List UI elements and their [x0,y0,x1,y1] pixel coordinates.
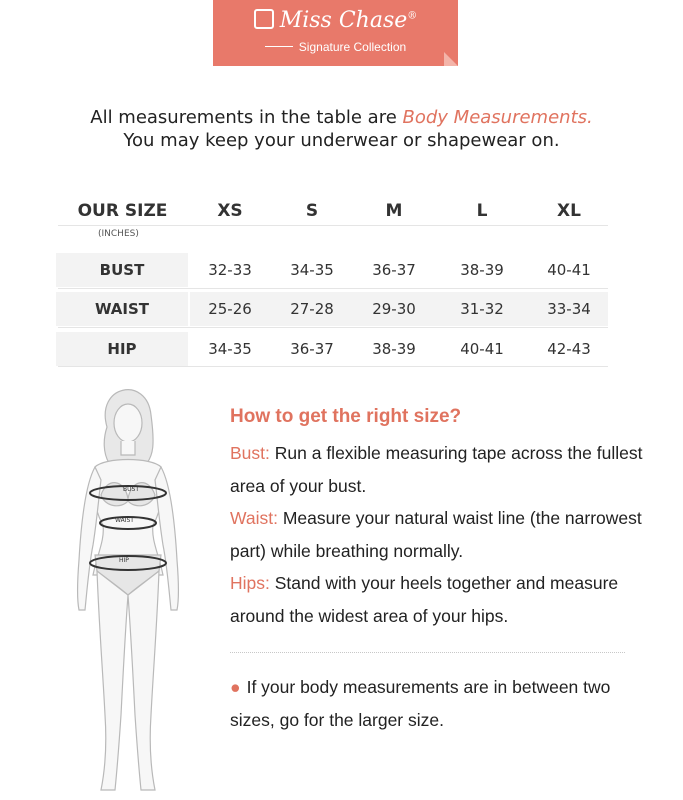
waist-m: 29-30 [372,300,416,318]
intro-line-1 [0,106,683,129]
row-divider [58,327,608,328]
hip-s: 36-37 [290,340,334,358]
table-row-bust [56,253,608,287]
bust-figure-label: BUST [123,486,139,493]
size-l-header: L [476,201,488,221]
intro-line-2: You may keep your underwear or shapewear on. [123,130,560,151]
waist-instruction [230,502,650,567]
waist-l: 31-32 [460,300,504,318]
size-s-header: S [305,201,319,221]
size-tip [230,671,630,736]
bust-xl: 40-41 [547,261,591,279]
waist-xl: 33-34 [547,300,591,318]
header-divider [58,225,608,226]
page-fold-corner [444,52,458,66]
bust-l: 38-39 [460,261,504,279]
unit-note: (INCHES) [98,229,139,239]
bullet-icon: ● [230,677,241,697]
waist-text: Measure your natural waist line (the narrowest part) while breathing normally. [230,508,642,561]
bust-text: Run a flexible measuring tape across the fullest area of your bust. [230,443,643,496]
table-row-hip [56,332,608,366]
brand-subtitle [213,40,458,54]
intro-prefix: All measurements in the table are [90,107,403,128]
bust-s: 34-35 [290,261,334,279]
intro-highlight: Body Measurements. [402,107,593,128]
guide-title: How to get the right size? [230,406,462,427]
waist-xs: 25-26 [208,300,252,318]
brand-logo [213,8,458,33]
bust-key: Bust: [230,443,270,463]
brand-badge [213,0,458,66]
hip-l: 40-41 [460,340,504,358]
row-label-waist: WAIST [94,300,150,318]
waist-figure-label: WAIST [115,517,134,524]
table-header-label: OUR SIZE [77,201,168,221]
intro-text [0,106,683,152]
row-divider [58,288,608,289]
hip-xs: 34-35 [208,340,252,358]
waist-s: 27-28 [290,300,334,318]
hip-m: 38-39 [372,340,416,358]
brand-subtitle-text: Signature Collection [298,40,407,54]
hips-instruction [230,567,650,632]
bust-xs: 32-33 [208,261,252,279]
hip-xl: 42-43 [547,340,591,358]
size-xs-header: XS [217,201,243,221]
registered-mark: ® [407,10,418,22]
hip-figure-label: HIP [119,557,129,564]
heart-logo-icon [254,9,274,29]
brand-name: Miss Chase [279,8,408,33]
tip-text: If your body measurements are in between two sizes, go for the larger size. [230,677,611,730]
size-m-header: M [385,201,403,221]
row-label-hip: HIP [56,332,188,366]
hips-key: Hips: [230,573,270,593]
bust-instruction [230,437,650,502]
subtitle-divider [265,46,293,47]
size-xl-header: XL [557,201,581,221]
body-measurement-figure [55,375,205,800]
dotted-divider [230,652,625,653]
hips-text: Stand with your heels together and measure around the widest area of your hips. [230,573,619,626]
table-row-waist [56,292,608,326]
row-label-bust: BUST [56,253,188,287]
waist-key: Waist: [230,508,278,528]
bust-m: 36-37 [372,261,416,279]
row-divider [58,366,608,367]
